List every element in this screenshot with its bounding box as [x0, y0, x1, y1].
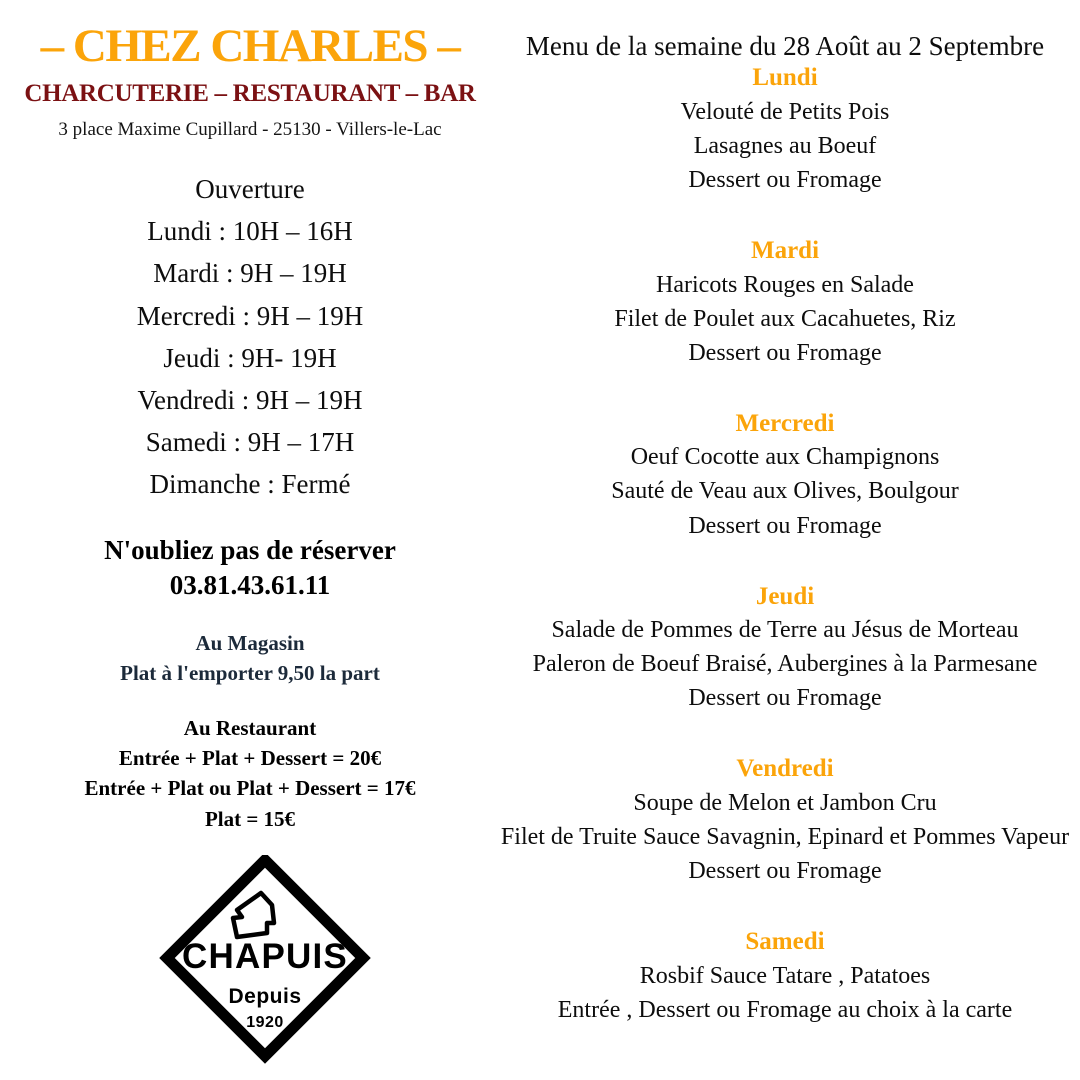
day-spacer — [490, 370, 1080, 408]
dish-item: Dessert ou Fromage — [688, 167, 882, 194]
hours-row-mercredi: Mercredi : 9H – 19H — [136, 300, 364, 331]
hours-row-vendredi: Vendredi : 9H – 19H — [137, 384, 363, 415]
dish-item: Sauté de Veau aux Olives, Boulgour — [611, 478, 959, 505]
dish-item: Dessert ou Fromage — [688, 685, 882, 712]
dish-item: Filet de Truite Sauce Savagnin, Epinard et Pommes Vapeur — [500, 823, 1070, 850]
dish-item: Velouté de Petits Pois — [680, 98, 890, 125]
day-heading-samedi: Samedi — [745, 928, 825, 956]
day-heading-lundi: Lundi — [752, 64, 818, 92]
dish-item: Dessert ou Fromage — [688, 339, 882, 366]
restaurant-address: 3 place Maxime Cupillard - 25130 - Villers-le-Lac — [58, 119, 442, 141]
menu-day-lundi — [490, 62, 1080, 197]
hours-row-lundi: Lundi : 10H – 16H — [147, 216, 353, 247]
dish-item: Haricots Rouges en Salade — [656, 271, 914, 298]
day-spacer — [490, 543, 1080, 581]
restaurant-heading: Au Restaurant — [183, 715, 317, 740]
dish-item: Dessert ou Fromage — [688, 857, 882, 884]
dish-item: Oeuf Cocotte aux Champignons — [630, 444, 940, 471]
menu-day-jeudi — [490, 581, 1080, 716]
hours-row-jeudi: Jeudi : 9H- 19H — [163, 342, 337, 373]
dish-item: Filet de Poulet aux Cacahuetes, Riz — [614, 305, 956, 332]
restaurant-subtitle: CHARCUTERIE – RESTAURANT – BAR — [24, 80, 476, 108]
reservation-phone-number[interactable]: 03.81.43.61.11 — [169, 570, 331, 601]
weekly-menu-title: Menu de la semaine du 28 Août au 2 Septembre — [525, 31, 1045, 61]
menu-day-mercredi — [490, 408, 1080, 543]
restaurant-name: – CHEZ CHARLES – — [40, 20, 460, 72]
dish-item: Entrée , Dessert ou Fromage au choix à la carte — [557, 996, 1013, 1023]
price-formula-two-course: Entrée + Plat ou Plat + Dessert = 17€ — [84, 776, 416, 801]
weekly-menu-column — [490, 0, 1080, 1080]
dish-item: Lasagnes au Boeuf — [693, 132, 877, 159]
dish-item: Rosbif Sauce Tatare , Patatoes — [639, 962, 931, 989]
day-spacer — [490, 888, 1080, 926]
chapuis-logo — [145, 855, 385, 1070]
menu-day-vendredi — [490, 753, 1080, 888]
logo-since-year: 1920 — [246, 1014, 284, 1031]
day-spacer — [490, 715, 1080, 753]
hours-row-samedi: Samedi : 9H – 17H — [145, 426, 355, 457]
restaurant-prices-section — [0, 713, 500, 834]
dish-item: Soupe de Melon et Jambon Cru — [633, 789, 937, 816]
shop-takeaway-price: Plat à l'emporter 9,50 la part — [120, 661, 380, 686]
hours-row-dimanche: Dimanche : Fermé — [149, 469, 351, 500]
hours-row-mardi: Mardi : 9H – 19H — [153, 258, 347, 289]
logo-since-label: Depuis — [228, 985, 302, 1008]
day-heading-vendredi: Vendredi — [736, 755, 834, 783]
day-spacer — [490, 197, 1080, 235]
price-formula-main-only: Plat = 15€ — [204, 806, 296, 831]
dish-item: Paleron de Boeuf Braisé, Aubergines à la Parmesane — [532, 651, 1038, 678]
logo-brand-text: CHAPUIS — [182, 937, 348, 976]
day-heading-jeudi: Jeudi — [755, 582, 815, 610]
dish-item: Salade de Pommes de Terre au Jésus de Morteau — [551, 617, 1019, 644]
price-formula-full: Entrée + Plat + Dessert = 20€ — [118, 746, 382, 771]
day-heading-mercredi: Mercredi — [735, 409, 835, 437]
opening-hours-section — [0, 169, 500, 505]
menu-day-mardi — [490, 235, 1080, 370]
shop-heading: Au Magasin — [195, 631, 305, 656]
shop-takeaway-section — [0, 629, 500, 689]
reservation-call-to-action: N'oubliez pas de réserver — [104, 535, 396, 566]
reservation-section — [0, 533, 500, 603]
menu-day-samedi — [490, 926, 1080, 1027]
dish-item: Dessert ou Fromage — [688, 512, 882, 539]
opening-hours-title: Ouverture — [195, 174, 305, 205]
day-heading-mardi: Mardi — [750, 237, 820, 265]
